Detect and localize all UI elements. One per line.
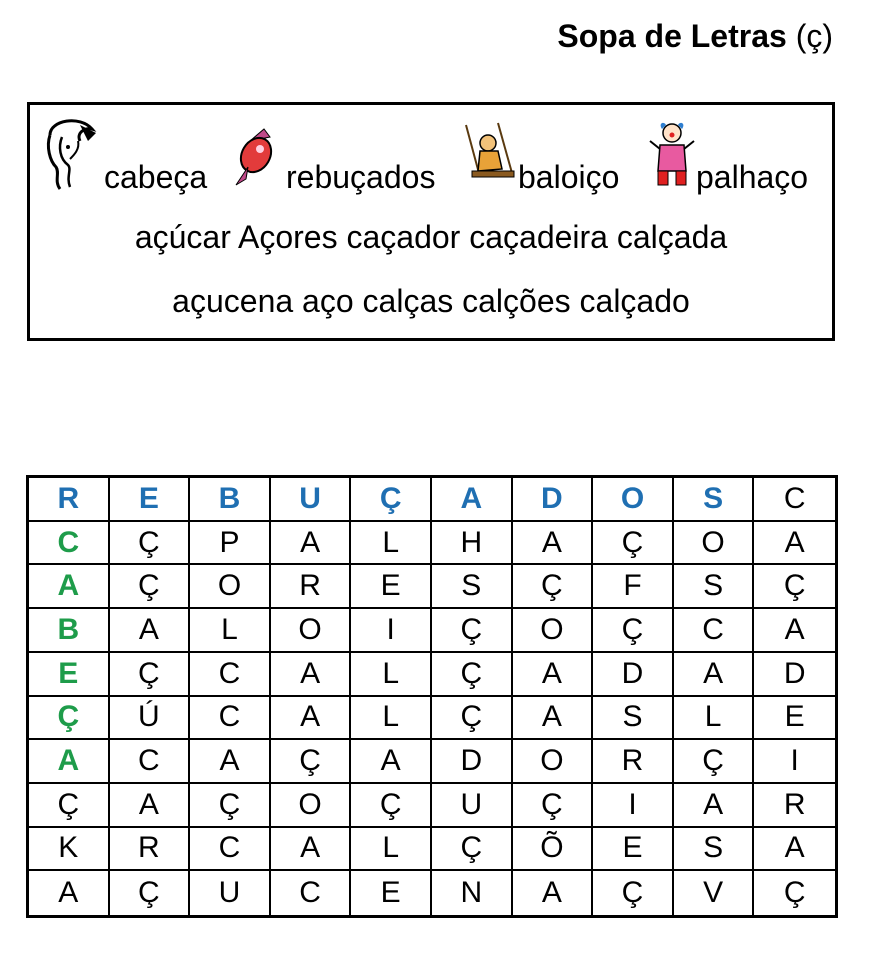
grid-cell: C	[190, 697, 271, 741]
grid-cell: Ç	[190, 784, 271, 828]
grid-cell: D	[513, 478, 594, 522]
grid-cell: L	[351, 522, 432, 566]
grid-cell: A	[432, 478, 513, 522]
grid-cell: O	[513, 740, 594, 784]
grid-cell: Ç	[783, 876, 806, 910]
grid-cell: A	[674, 653, 755, 697]
grid-cell: A	[674, 784, 755, 828]
grid-cell: Ç	[110, 871, 191, 915]
clown-icon	[648, 119, 696, 191]
grid-cell: L	[190, 609, 271, 653]
grid-cell: L	[674, 697, 755, 741]
grid-cell: A	[29, 740, 110, 784]
grid-cell: K	[29, 828, 110, 872]
grid-cell: Ç	[110, 522, 191, 566]
grid-cell: F	[593, 565, 674, 609]
grid-cell: B	[29, 609, 110, 653]
grid-cell: Ç	[110, 565, 191, 609]
grid-cell: A	[271, 697, 352, 741]
grid-cell: S	[674, 478, 755, 522]
grid-cell: A	[29, 871, 110, 915]
word-palhaco: palhaço	[696, 159, 809, 195]
page-title	[557, 18, 833, 55]
grid-cell: S	[593, 697, 674, 741]
grid-cell: O	[513, 609, 594, 653]
candy-icon	[230, 119, 282, 191]
grid-cell: A	[110, 609, 191, 653]
grid-cell: E	[110, 478, 191, 522]
grid-cell: E	[29, 653, 110, 697]
grid-cell: U	[271, 478, 352, 522]
word-search-grid	[26, 475, 838, 918]
grid-cell: D	[432, 740, 513, 784]
grid-cell: A	[271, 522, 352, 566]
grid-cell: I	[593, 784, 674, 828]
grid-cell: S	[432, 565, 513, 609]
grid-cell: D	[593, 653, 674, 697]
grid-cell: L	[351, 653, 432, 697]
grid-cell: S	[674, 828, 755, 872]
word-rebucados: rebuçados	[286, 159, 436, 195]
grid-cell: Ç	[593, 871, 674, 915]
grid-cell: Ç	[432, 828, 513, 872]
grid-cell: A	[271, 653, 352, 697]
grid-cell: C	[271, 871, 352, 915]
title-text: Sopa de Letras	[557, 18, 787, 54]
grid-cell: Ç	[271, 740, 352, 784]
grid-cell: R	[29, 478, 110, 522]
grid-cell: R	[754, 784, 835, 828]
grid-cell: A	[754, 828, 835, 872]
grid-cell: H	[432, 522, 513, 566]
grid-cell: R	[110, 828, 191, 872]
grid-cell: Ç	[29, 697, 110, 741]
grid-cell: A	[190, 740, 271, 784]
grid-cell: C	[110, 740, 191, 784]
grid-cell: I	[351, 609, 432, 653]
grid-cell: P	[190, 522, 271, 566]
grid-cell: L	[351, 828, 432, 872]
grid-cell: Ç	[432, 653, 513, 697]
grid-cell: U	[432, 784, 513, 828]
grid-cell: Ç	[29, 784, 110, 828]
grid-cell: A	[754, 522, 835, 566]
grid-cell: Ç	[674, 740, 755, 784]
grid-cell: E	[351, 565, 432, 609]
grid-cell: Ç	[513, 784, 594, 828]
grid-cell: A	[271, 828, 352, 872]
grid-cell: Ç	[754, 565, 835, 609]
title-symbol: (ç)	[795, 18, 833, 54]
word-list-box	[27, 102, 835, 341]
grid-cell: Ç	[110, 653, 191, 697]
woman-head-icon	[40, 115, 100, 195]
grid-cell: O	[593, 478, 674, 522]
grid-cell: R	[593, 740, 674, 784]
illustrated-words-row	[30, 115, 832, 195]
grid-cell: C	[674, 609, 755, 653]
grid-cell: A	[513, 871, 594, 915]
grid-cell: E	[351, 871, 432, 915]
grid-cell: C	[754, 478, 835, 522]
word-cabeca: cabeça	[104, 159, 208, 195]
grid-cell: C	[29, 522, 110, 566]
grid-cell: C	[190, 828, 271, 872]
grid-cell: Ç	[351, 784, 432, 828]
grid-cell: B	[190, 478, 271, 522]
grid-cell: E	[593, 828, 674, 872]
grid-cell: E	[754, 697, 835, 741]
grid-cell: Ç	[513, 565, 594, 609]
grid-cell: Ç	[432, 697, 513, 741]
grid-cell: Ç	[432, 609, 513, 653]
grid-cell: I	[754, 740, 835, 784]
grid-cell: U	[190, 871, 271, 915]
grid-cell: O	[674, 522, 755, 566]
grid-cell: A	[513, 653, 594, 697]
grid-cell: O	[271, 609, 352, 653]
grid-cell: D	[754, 653, 835, 697]
word-baloico: baloiço	[518, 159, 620, 195]
grid-cell: O	[271, 784, 352, 828]
grid-cell: Ç	[351, 478, 432, 522]
grid-cell: R	[271, 565, 352, 609]
grid-cell: Ç	[593, 522, 674, 566]
grid-cell: Ç	[593, 609, 674, 653]
grid-cell: V	[674, 871, 755, 915]
grid-cell: A	[110, 784, 191, 828]
grid-cell: A	[351, 740, 432, 784]
grid-cell: Õ	[513, 828, 594, 872]
grid-cell: O	[190, 565, 271, 609]
grid-cell: A	[29, 565, 110, 609]
grid-cell: S	[674, 565, 755, 609]
grid-cell: N	[432, 871, 513, 915]
grid-cell: Ú	[110, 697, 191, 741]
grid-cell: A	[754, 609, 835, 653]
grid-cell: A	[513, 697, 594, 741]
word-line-2: açúcar Açores caçador caçadeira calçada	[134, 219, 728, 255]
swing-icon	[458, 121, 520, 187]
grid-cell: L	[351, 697, 432, 741]
grid-cell: A	[513, 522, 594, 566]
grid-cell: C	[190, 653, 271, 697]
word-line-3: açucena aço calças calções calçado	[172, 283, 690, 319]
